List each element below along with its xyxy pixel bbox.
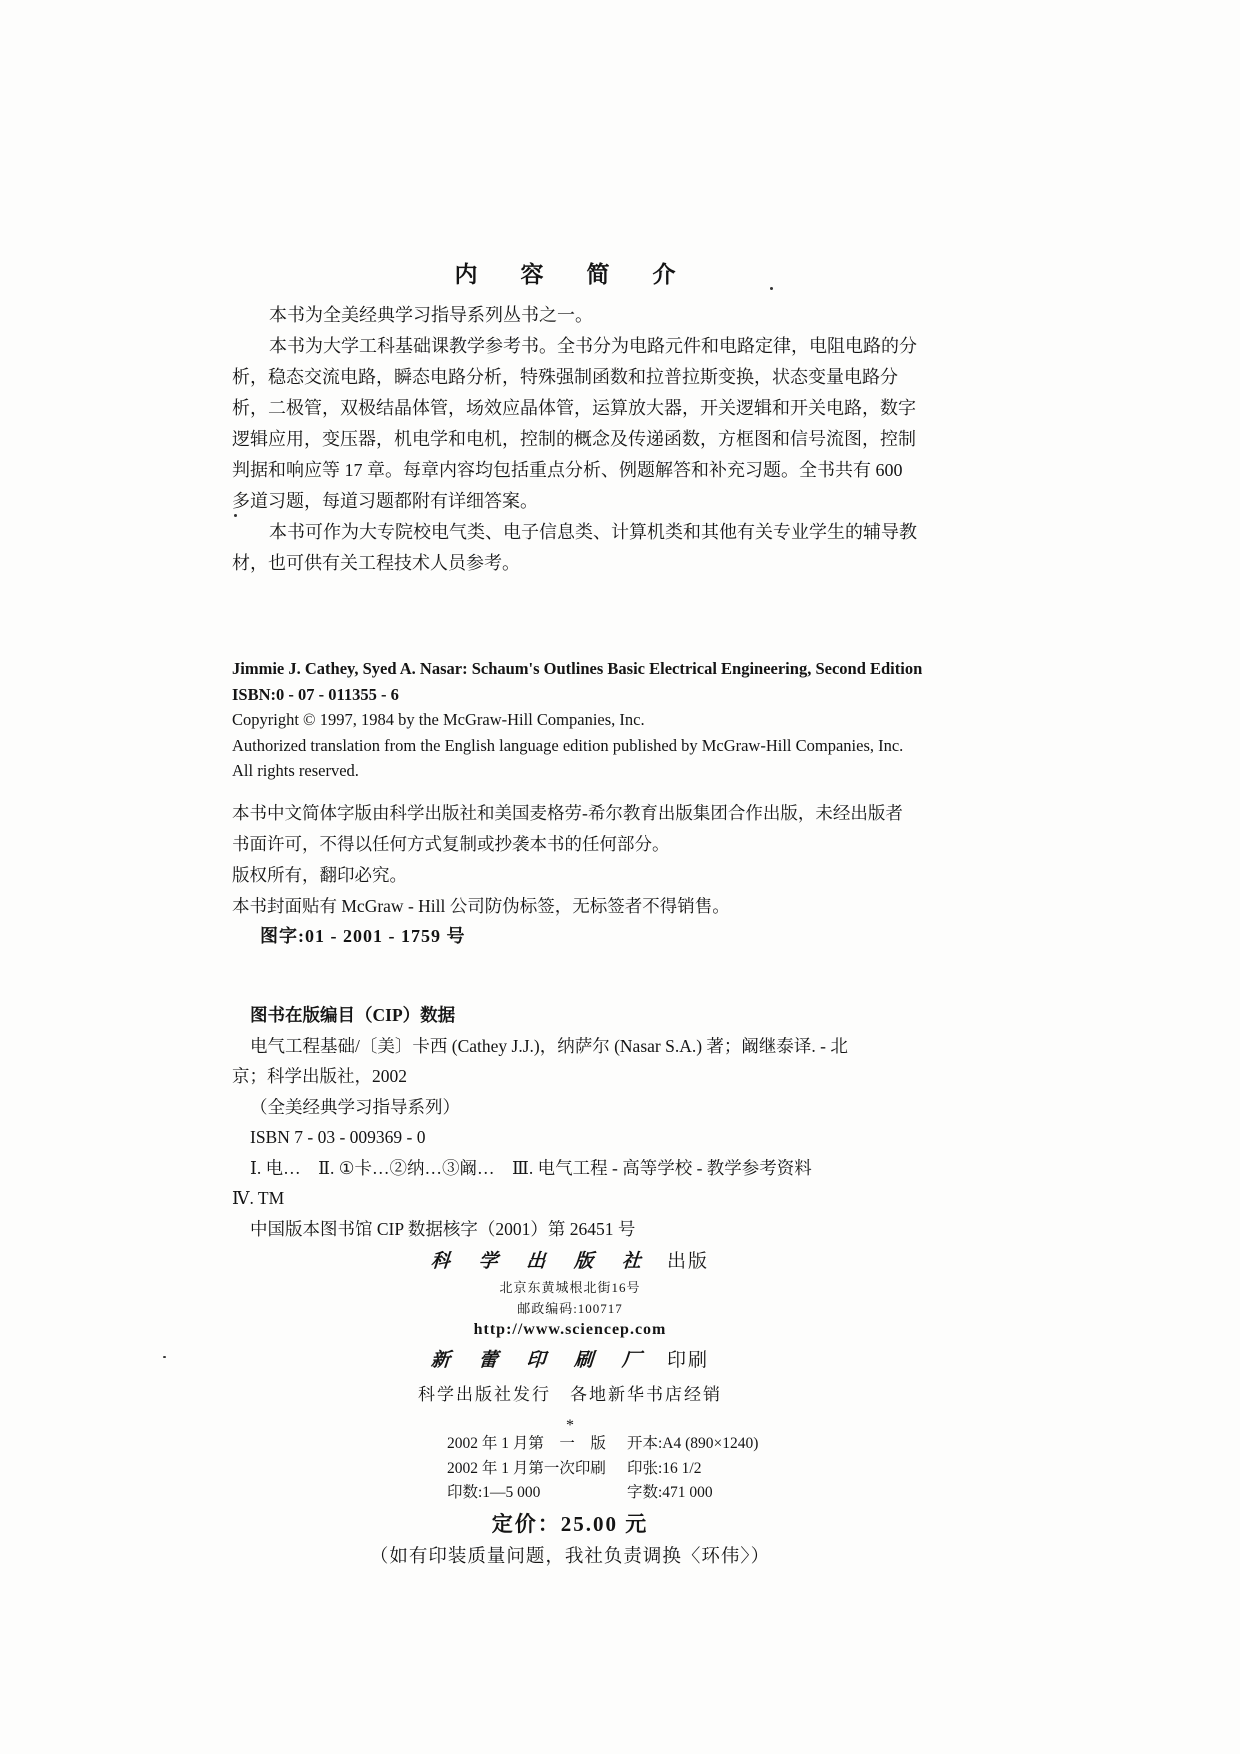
distribution-line: 科学出版社发行 各地新华书店经销 <box>418 1385 722 1404</box>
printing-info: 2002 年 1 月第一次印刷 <box>447 1459 606 1477</box>
original-isbn-line: ISBN:0 - 07 - 011355 - 6 <box>232 684 399 704</box>
separator-star: * <box>566 1417 574 1434</box>
copies-info: 印数:1—5 000 <box>447 1484 541 1501</box>
scan-artifact-dot <box>770 287 773 290</box>
registration-number: 图字:01 - 2001 - 1759 号 <box>260 926 466 946</box>
print-info-table <box>447 1432 758 1506</box>
quality-note-line: （如有印装质量问题，我社负责调换〈环伟〉） <box>369 1547 771 1567</box>
format-info: 开本:A4 (890×1240) <box>627 1435 759 1452</box>
cip-classification-line: Ⅰ. 电… Ⅱ. ①卡…②纳…③阚… Ⅲ. 电气工程 - 高等学校 - 教学参考资料 <box>250 1157 812 1178</box>
cn-copyright-line: 书面许可，不得以任何方式复制或抄袭本书的任何部分。 <box>232 834 670 854</box>
printer-line <box>232 1345 908 1372</box>
publisher-line <box>232 1246 908 1273</box>
scan-artifact-dot <box>163 1356 166 1358</box>
publisher-suffix: 出版 <box>667 1251 710 1272</box>
print-info-row <box>447 1457 758 1482</box>
publisher-address: 北京东黄城根北街16号 <box>499 1280 641 1295</box>
content-intro-title: 内 容 简 介 <box>454 262 686 287</box>
edition-info: 2002 年 1 月第 一 版 <box>447 1435 606 1452</box>
publisher-name: 科 学 出 版 社 <box>430 1251 654 1272</box>
intro-paragraph-2-line: 逻辑应用，变压器，机电学和电机，控制的概念及传递函数，方框图和信号流图，控制 <box>232 429 916 449</box>
printer-suffix: 印刷 <box>667 1350 710 1371</box>
cn-copyright-line: 本书中文简体字版由科学出版社和美国麦格劳-希尔教育出版集团合作出版，未经出版者 <box>232 803 903 823</box>
cip-title-author-line: 电气工程基础/〔美〕卡西 (Cathey J.J.)，纳萨尔 (Nasar S.A.) 著；阚继泰译. - 北 <box>250 1035 848 1056</box>
intro-paragraph-3-line: 本书可作为大专院校电气类、电子信息类、计算机类和其他有关专业学生的辅导教 <box>269 522 917 542</box>
price-line: 定价：25.00 元 <box>491 1512 649 1536</box>
intro-paragraph-2-line: 多道习题，每道习题都附有详细答案。 <box>232 491 538 511</box>
cn-copyright-line: 版权所有，翻印必究。 <box>232 865 407 885</box>
intro-paragraph-2-line: 析，稳态交流电路，瞬态电路分析，特殊强制函数和拉普拉斯变换，状态变量电路分 <box>232 367 898 387</box>
cip-isbn-line: ISBN 7 - 03 - 009369 - 0 <box>250 1127 426 1147</box>
print-info-row <box>447 1432 758 1457</box>
original-title-line: Jimmie J. Cathey, Syed A. Nasar: Schaum's Outlines Basic Electrical Engineering, Second Edition <box>232 659 923 678</box>
intro-paragraph-3-line: 材，也可供有关工程技术人员参考。 <box>232 553 520 573</box>
cip-classification-line-2: Ⅳ. TM <box>232 1188 285 1208</box>
scan-artifact-dot <box>234 514 237 517</box>
copyright-line: Copyright © 1997, 1984 by the McGraw-Hill Companies, Inc. <box>232 710 645 729</box>
cn-copyright-line: 本书封面贴有 McGraw - Hill 公司防伪标签，无标签者不得销售。 <box>232 896 730 916</box>
intro-paragraph-2-line: 判据和响应等 17 章。每章内容均包括重点分析、例题解答和补充习题。全书共有 600 <box>232 460 903 480</box>
cip-series-line: （全美经典学习指导系列） <box>250 1096 460 1117</box>
print-info-row <box>447 1481 758 1506</box>
cip-header: 图书在版编目（CIP）数据 <box>250 1005 456 1025</box>
cip-record-number-line: 中国版本图书馆 CIP 数据核字（2001）第 26451 号 <box>250 1218 636 1239</box>
publisher-postcode: 邮政编码:100717 <box>517 1301 623 1316</box>
sheets-info: 印张:16 1/2 <box>627 1459 702 1477</box>
authorized-translation-line: Authorized translation from the English language edition published by McGraw-Hill Companies, Inc. <box>232 735 904 755</box>
wordcount-info: 字数:471 000 <box>627 1484 713 1501</box>
content-intro-section <box>232 300 922 579</box>
colophon-section <box>232 1246 908 1435</box>
cip-data-section <box>232 1000 922 1244</box>
publisher-website: http://www.sciencep.com <box>473 1321 667 1338</box>
cip-publisher-line: 京；科学出版社，2002 <box>232 1066 407 1086</box>
chinese-copyright-section <box>232 798 922 922</box>
intro-paragraph-2-line: 本书为大学工科基础课教学参考书。全书分为电路元件和电路定律，电阻电路的分 <box>269 336 917 356</box>
intro-paragraph-2-line: 析，二极管，双极结晶体管，场效应晶体管，运算放大器，开关逻辑和开关电路，数字 <box>232 398 916 418</box>
rights-reserved-line: All rights reserved. <box>232 761 359 780</box>
printer-name: 新 蕾 印 刷 厂 <box>430 1350 654 1371</box>
english-copyright-section <box>232 656 932 784</box>
intro-paragraph-1: 本书为全美经典学习指导系列丛书之一。 <box>269 305 593 325</box>
